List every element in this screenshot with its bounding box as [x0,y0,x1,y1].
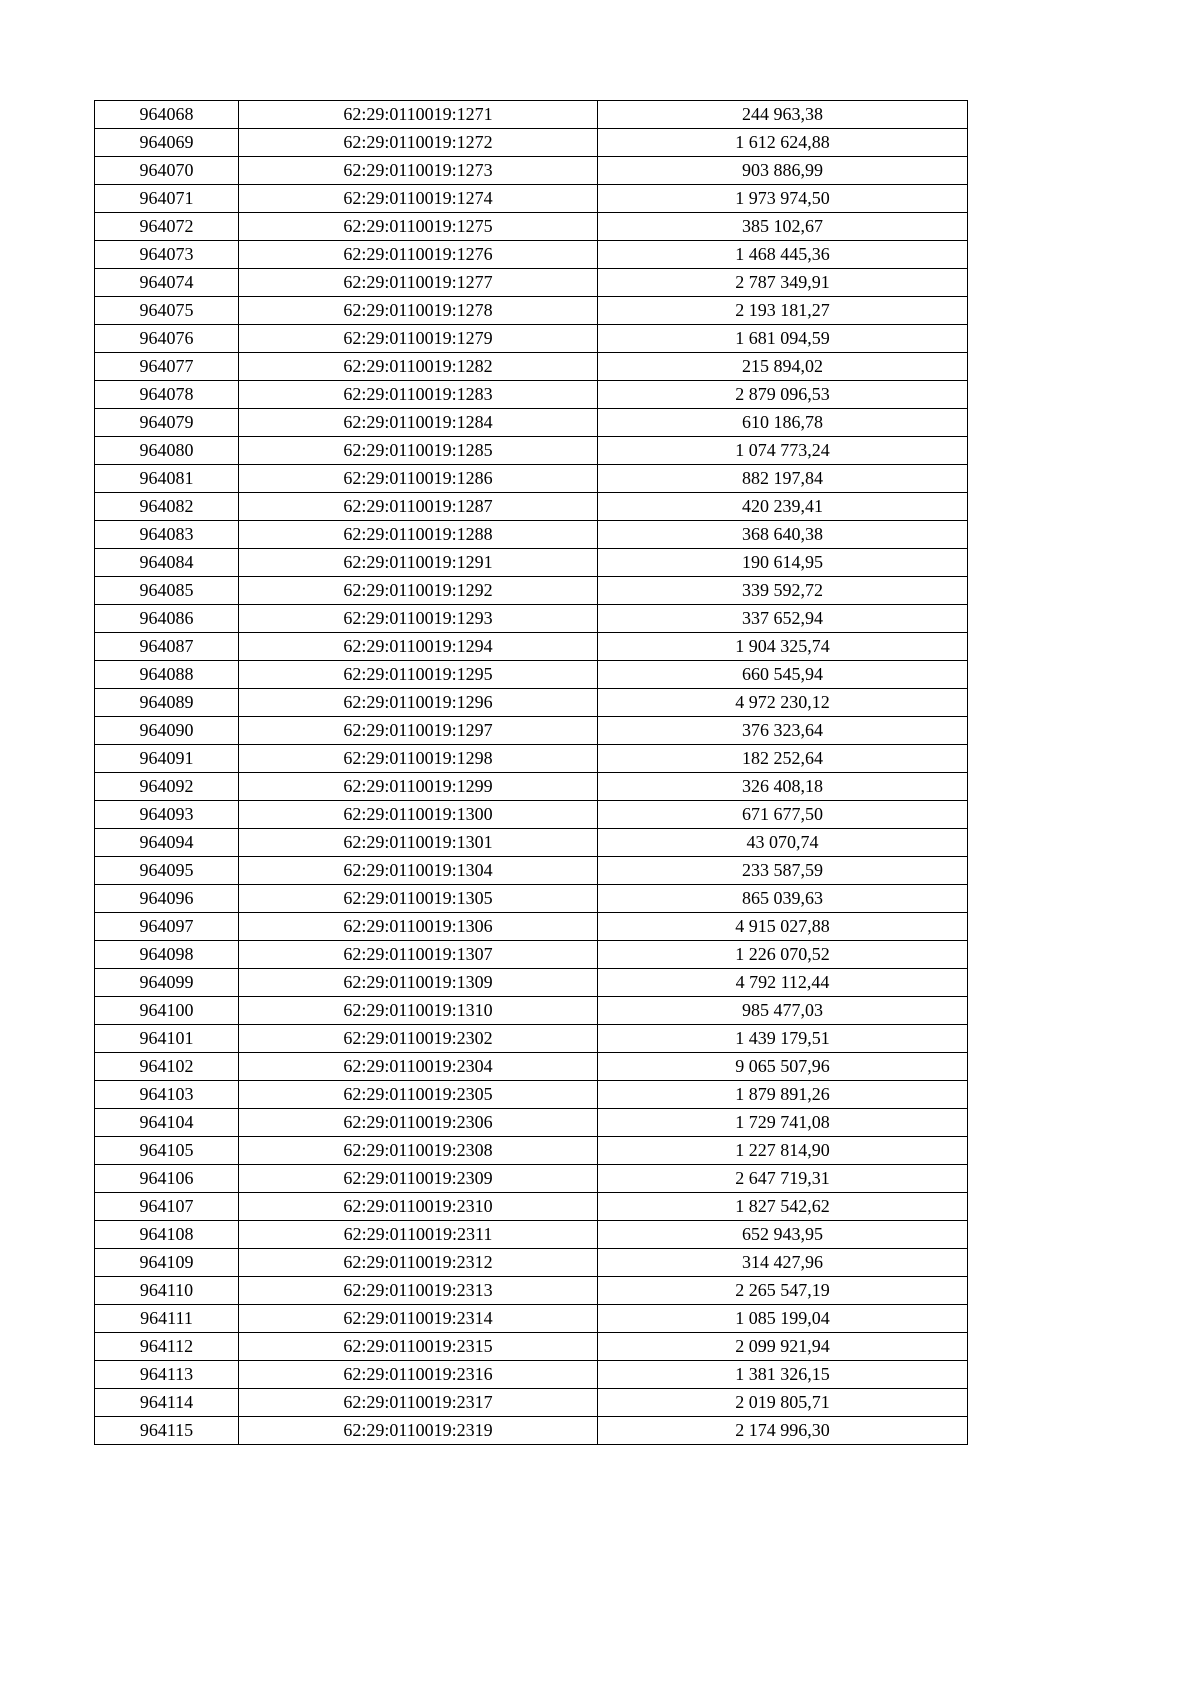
table-row [95,185,968,213]
cadastral-value-cell: 215 894,02 [598,353,968,381]
cadastral-number-cell: 62:29:0110019:1276 [239,241,598,269]
cadastral-number-cell: 62:29:0110019:1292 [239,577,598,605]
cadastral-value-cell: 2 647 719,31 [598,1165,968,1193]
table-row [95,381,968,409]
cadastral-number-cell: 62:29:0110019:2310 [239,1193,598,1221]
table-row [95,1053,968,1081]
row-number-cell: 964087 [95,633,239,661]
row-number-cell: 964075 [95,297,239,325]
row-number-cell: 964076 [95,325,239,353]
cadastral-value-cell: 1 612 624,88 [598,129,968,157]
row-number-cell: 964073 [95,241,239,269]
table-row [95,1193,968,1221]
cadastral-value-cell: 1 439 179,51 [598,1025,968,1053]
table-row [95,633,968,661]
cadastral-number-cell: 62:29:0110019:2312 [239,1249,598,1277]
row-number-cell: 964114 [95,1389,239,1417]
row-number-cell: 964074 [95,269,239,297]
cadastral-value-cell: 368 640,38 [598,521,968,549]
cadastral-number-cell: 62:29:0110019:1282 [239,353,598,381]
cadastral-value-cell: 1 729 741,08 [598,1109,968,1137]
row-number-cell: 964088 [95,661,239,689]
table-row [95,997,968,1025]
cadastral-value-cell: 4 972 230,12 [598,689,968,717]
table-row [95,297,968,325]
row-number-cell: 964092 [95,773,239,801]
row-number-cell: 964086 [95,605,239,633]
table-row [95,1361,968,1389]
row-number-cell: 964115 [95,1417,239,1445]
table-row [95,829,968,857]
cadastral-value-cell: 2 019 805,71 [598,1389,968,1417]
table-body [95,101,968,1445]
row-number-cell: 964097 [95,913,239,941]
row-number-cell: 964068 [95,101,239,129]
cadastral-value-cell: 1 681 094,59 [598,325,968,353]
row-number-cell: 964106 [95,1165,239,1193]
row-number-cell: 964112 [95,1333,239,1361]
cadastral-value-cell: 671 677,50 [598,801,968,829]
cadastral-number-cell: 62:29:0110019:1306 [239,913,598,941]
table-row [95,605,968,633]
cadastral-number-cell: 62:29:0110019:1293 [239,605,598,633]
cadastral-value-cell: 244 963,38 [598,101,968,129]
row-number-cell: 964105 [95,1137,239,1165]
row-number-cell: 964108 [95,1221,239,1249]
table-row [95,269,968,297]
row-number-cell: 964071 [95,185,239,213]
row-number-cell: 964098 [95,941,239,969]
cadastral-number-cell: 62:29:0110019:1300 [239,801,598,829]
cadastral-number-cell: 62:29:0110019:1298 [239,745,598,773]
cadastral-number-cell: 62:29:0110019:1288 [239,521,598,549]
cadastral-number-cell: 62:29:0110019:1277 [239,269,598,297]
table-row [95,1249,968,1277]
row-number-cell: 964095 [95,857,239,885]
cadastral-value-cell: 376 323,64 [598,717,968,745]
cadastral-number-cell: 62:29:0110019:1291 [239,549,598,577]
table-row [95,969,968,997]
cadastral-number-cell: 62:29:0110019:1294 [239,633,598,661]
cadastral-number-cell: 62:29:0110019:2306 [239,1109,598,1137]
cadastral-number-cell: 62:29:0110019:2304 [239,1053,598,1081]
row-number-cell: 964072 [95,213,239,241]
table-row [95,773,968,801]
row-number-cell: 964085 [95,577,239,605]
row-number-cell: 964102 [95,1053,239,1081]
cadastral-value-cell: 2 879 096,53 [598,381,968,409]
cadastral-value-cell: 2 174 996,30 [598,1417,968,1445]
cadastral-value-cell: 337 652,94 [598,605,968,633]
row-number-cell: 964111 [95,1305,239,1333]
cadastral-number-cell: 62:29:0110019:1299 [239,773,598,801]
cadastral-number-cell: 62:29:0110019:1305 [239,885,598,913]
cadastral-value-cell: 652 943,95 [598,1221,968,1249]
row-number-cell: 964113 [95,1361,239,1389]
cadastral-value-cell: 420 239,41 [598,493,968,521]
row-number-cell: 964094 [95,829,239,857]
cadastral-number-cell: 62:29:0110019:2316 [239,1361,598,1389]
cadastral-number-cell: 62:29:0110019:1278 [239,297,598,325]
cadastral-number-cell: 62:29:0110019:1279 [239,325,598,353]
row-number-cell: 964078 [95,381,239,409]
cadastral-value-cell: 4 915 027,88 [598,913,968,941]
row-number-cell: 964090 [95,717,239,745]
cadastral-value-cell: 190 614,95 [598,549,968,577]
cadastral-value-cell: 1 227 814,90 [598,1137,968,1165]
row-number-cell: 964099 [95,969,239,997]
cadastral-value-cell: 1 468 445,36 [598,241,968,269]
cadastral-number-cell: 62:29:0110019:1286 [239,465,598,493]
cadastral-value-cell: 1 973 974,50 [598,185,968,213]
cadastral-value-cell: 233 587,59 [598,857,968,885]
row-number-cell: 964091 [95,745,239,773]
table-row [95,465,968,493]
cadastral-value-cell: 1 074 773,24 [598,437,968,465]
cadastral-number-cell: 62:29:0110019:2317 [239,1389,598,1417]
table-row [95,1417,968,1445]
cadastral-number-cell: 62:29:0110019:1309 [239,969,598,997]
cadastral-number-cell: 62:29:0110019:1304 [239,857,598,885]
cadastral-value-cell: 2 099 921,94 [598,1333,968,1361]
row-number-cell: 964104 [95,1109,239,1137]
cadastral-value-cell: 1 226 070,52 [598,941,968,969]
table-row [95,885,968,913]
table-row [95,1025,968,1053]
cadastral-number-cell: 62:29:0110019:1310 [239,997,598,1025]
row-number-cell: 964079 [95,409,239,437]
row-number-cell: 964093 [95,801,239,829]
cadastral-value-table [94,100,968,1445]
cadastral-number-cell: 62:29:0110019:1272 [239,129,598,157]
cadastral-number-cell: 62:29:0110019:1284 [239,409,598,437]
row-number-cell: 964077 [95,353,239,381]
table-row [95,241,968,269]
cadastral-number-cell: 62:29:0110019:1274 [239,185,598,213]
cadastral-number-cell: 62:29:0110019:1285 [239,437,598,465]
table-row [95,689,968,717]
table-row [95,353,968,381]
table-row [95,801,968,829]
row-number-cell: 964084 [95,549,239,577]
cadastral-number-cell: 62:29:0110019:1271 [239,101,598,129]
cadastral-value-cell: 903 886,99 [598,157,968,185]
cadastral-value-cell: 339 592,72 [598,577,968,605]
cadastral-value-cell: 1 381 326,15 [598,1361,968,1389]
cadastral-value-cell: 1 085 199,04 [598,1305,968,1333]
table-row [95,1305,968,1333]
row-number-cell: 964100 [95,997,239,1025]
cadastral-value-cell: 1 904 325,74 [598,633,968,661]
cadastral-value-cell: 43 070,74 [598,829,968,857]
table-row [95,745,968,773]
cadastral-value-cell: 2 265 547,19 [598,1277,968,1305]
row-number-cell: 964109 [95,1249,239,1277]
table-row [95,1333,968,1361]
cadastral-number-cell: 62:29:0110019:2313 [239,1277,598,1305]
table-row [95,1137,968,1165]
cadastral-value-cell: 326 408,18 [598,773,968,801]
cadastral-value-cell: 660 545,94 [598,661,968,689]
cadastral-number-cell: 62:29:0110019:2309 [239,1165,598,1193]
cadastral-number-cell: 62:29:0110019:1297 [239,717,598,745]
table-row [95,941,968,969]
cadastral-number-cell: 62:29:0110019:1296 [239,689,598,717]
table-row [95,213,968,241]
row-number-cell: 964103 [95,1081,239,1109]
cadastral-number-cell: 62:29:0110019:1301 [239,829,598,857]
cadastral-value-cell: 182 252,64 [598,745,968,773]
cadastral-value-cell: 2 193 181,27 [598,297,968,325]
cadastral-value-cell: 2 787 349,91 [598,269,968,297]
table-row [95,1109,968,1137]
cadastral-number-cell: 62:29:0110019:1287 [239,493,598,521]
table-row [95,1221,968,1249]
row-number-cell: 964070 [95,157,239,185]
row-number-cell: 964089 [95,689,239,717]
table-row [95,409,968,437]
table-row [95,549,968,577]
table-row [95,913,968,941]
table-row [95,717,968,745]
cadastral-value-cell: 1 879 891,26 [598,1081,968,1109]
cadastral-value-cell: 314 427,96 [598,1249,968,1277]
row-number-cell: 964080 [95,437,239,465]
table-row [95,577,968,605]
cadastral-value-cell: 9 065 507,96 [598,1053,968,1081]
cadastral-value-cell: 865 039,63 [598,885,968,913]
cadastral-number-cell: 62:29:0110019:2311 [239,1221,598,1249]
row-number-cell: 964082 [95,493,239,521]
table-row [95,1277,968,1305]
table-row [95,1165,968,1193]
cadastral-number-cell: 62:29:0110019:2302 [239,1025,598,1053]
row-number-cell: 964069 [95,129,239,157]
cadastral-value-cell: 882 197,84 [598,465,968,493]
cadastral-number-cell: 62:29:0110019:1273 [239,157,598,185]
table-row [95,493,968,521]
table-row [95,129,968,157]
row-number-cell: 964081 [95,465,239,493]
table-row [95,857,968,885]
cadastral-number-cell: 62:29:0110019:1283 [239,381,598,409]
cadastral-number-cell: 62:29:0110019:1275 [239,213,598,241]
cadastral-value-cell: 385 102,67 [598,213,968,241]
row-number-cell: 964101 [95,1025,239,1053]
cadastral-number-cell: 62:29:0110019:2319 [239,1417,598,1445]
row-number-cell: 964107 [95,1193,239,1221]
cadastral-number-cell: 62:29:0110019:2305 [239,1081,598,1109]
cadastral-number-cell: 62:29:0110019:1307 [239,941,598,969]
cadastral-number-cell: 62:29:0110019:2314 [239,1305,598,1333]
cadastral-value-cell: 610 186,78 [598,409,968,437]
cadastral-value-cell: 1 827 542,62 [598,1193,968,1221]
row-number-cell: 964096 [95,885,239,913]
row-number-cell: 964083 [95,521,239,549]
table-row [95,521,968,549]
table-row [95,325,968,353]
table-row [95,661,968,689]
table-row [95,157,968,185]
cadastral-number-cell: 62:29:0110019:1295 [239,661,598,689]
table-row [95,1081,968,1109]
cadastral-number-cell: 62:29:0110019:2308 [239,1137,598,1165]
table-row [95,101,968,129]
cadastral-number-cell: 62:29:0110019:2315 [239,1333,598,1361]
table-row [95,1389,968,1417]
cadastral-value-cell: 985 477,03 [598,997,968,1025]
table-row [95,437,968,465]
row-number-cell: 964110 [95,1277,239,1305]
cadastral-value-cell: 4 792 112,44 [598,969,968,997]
